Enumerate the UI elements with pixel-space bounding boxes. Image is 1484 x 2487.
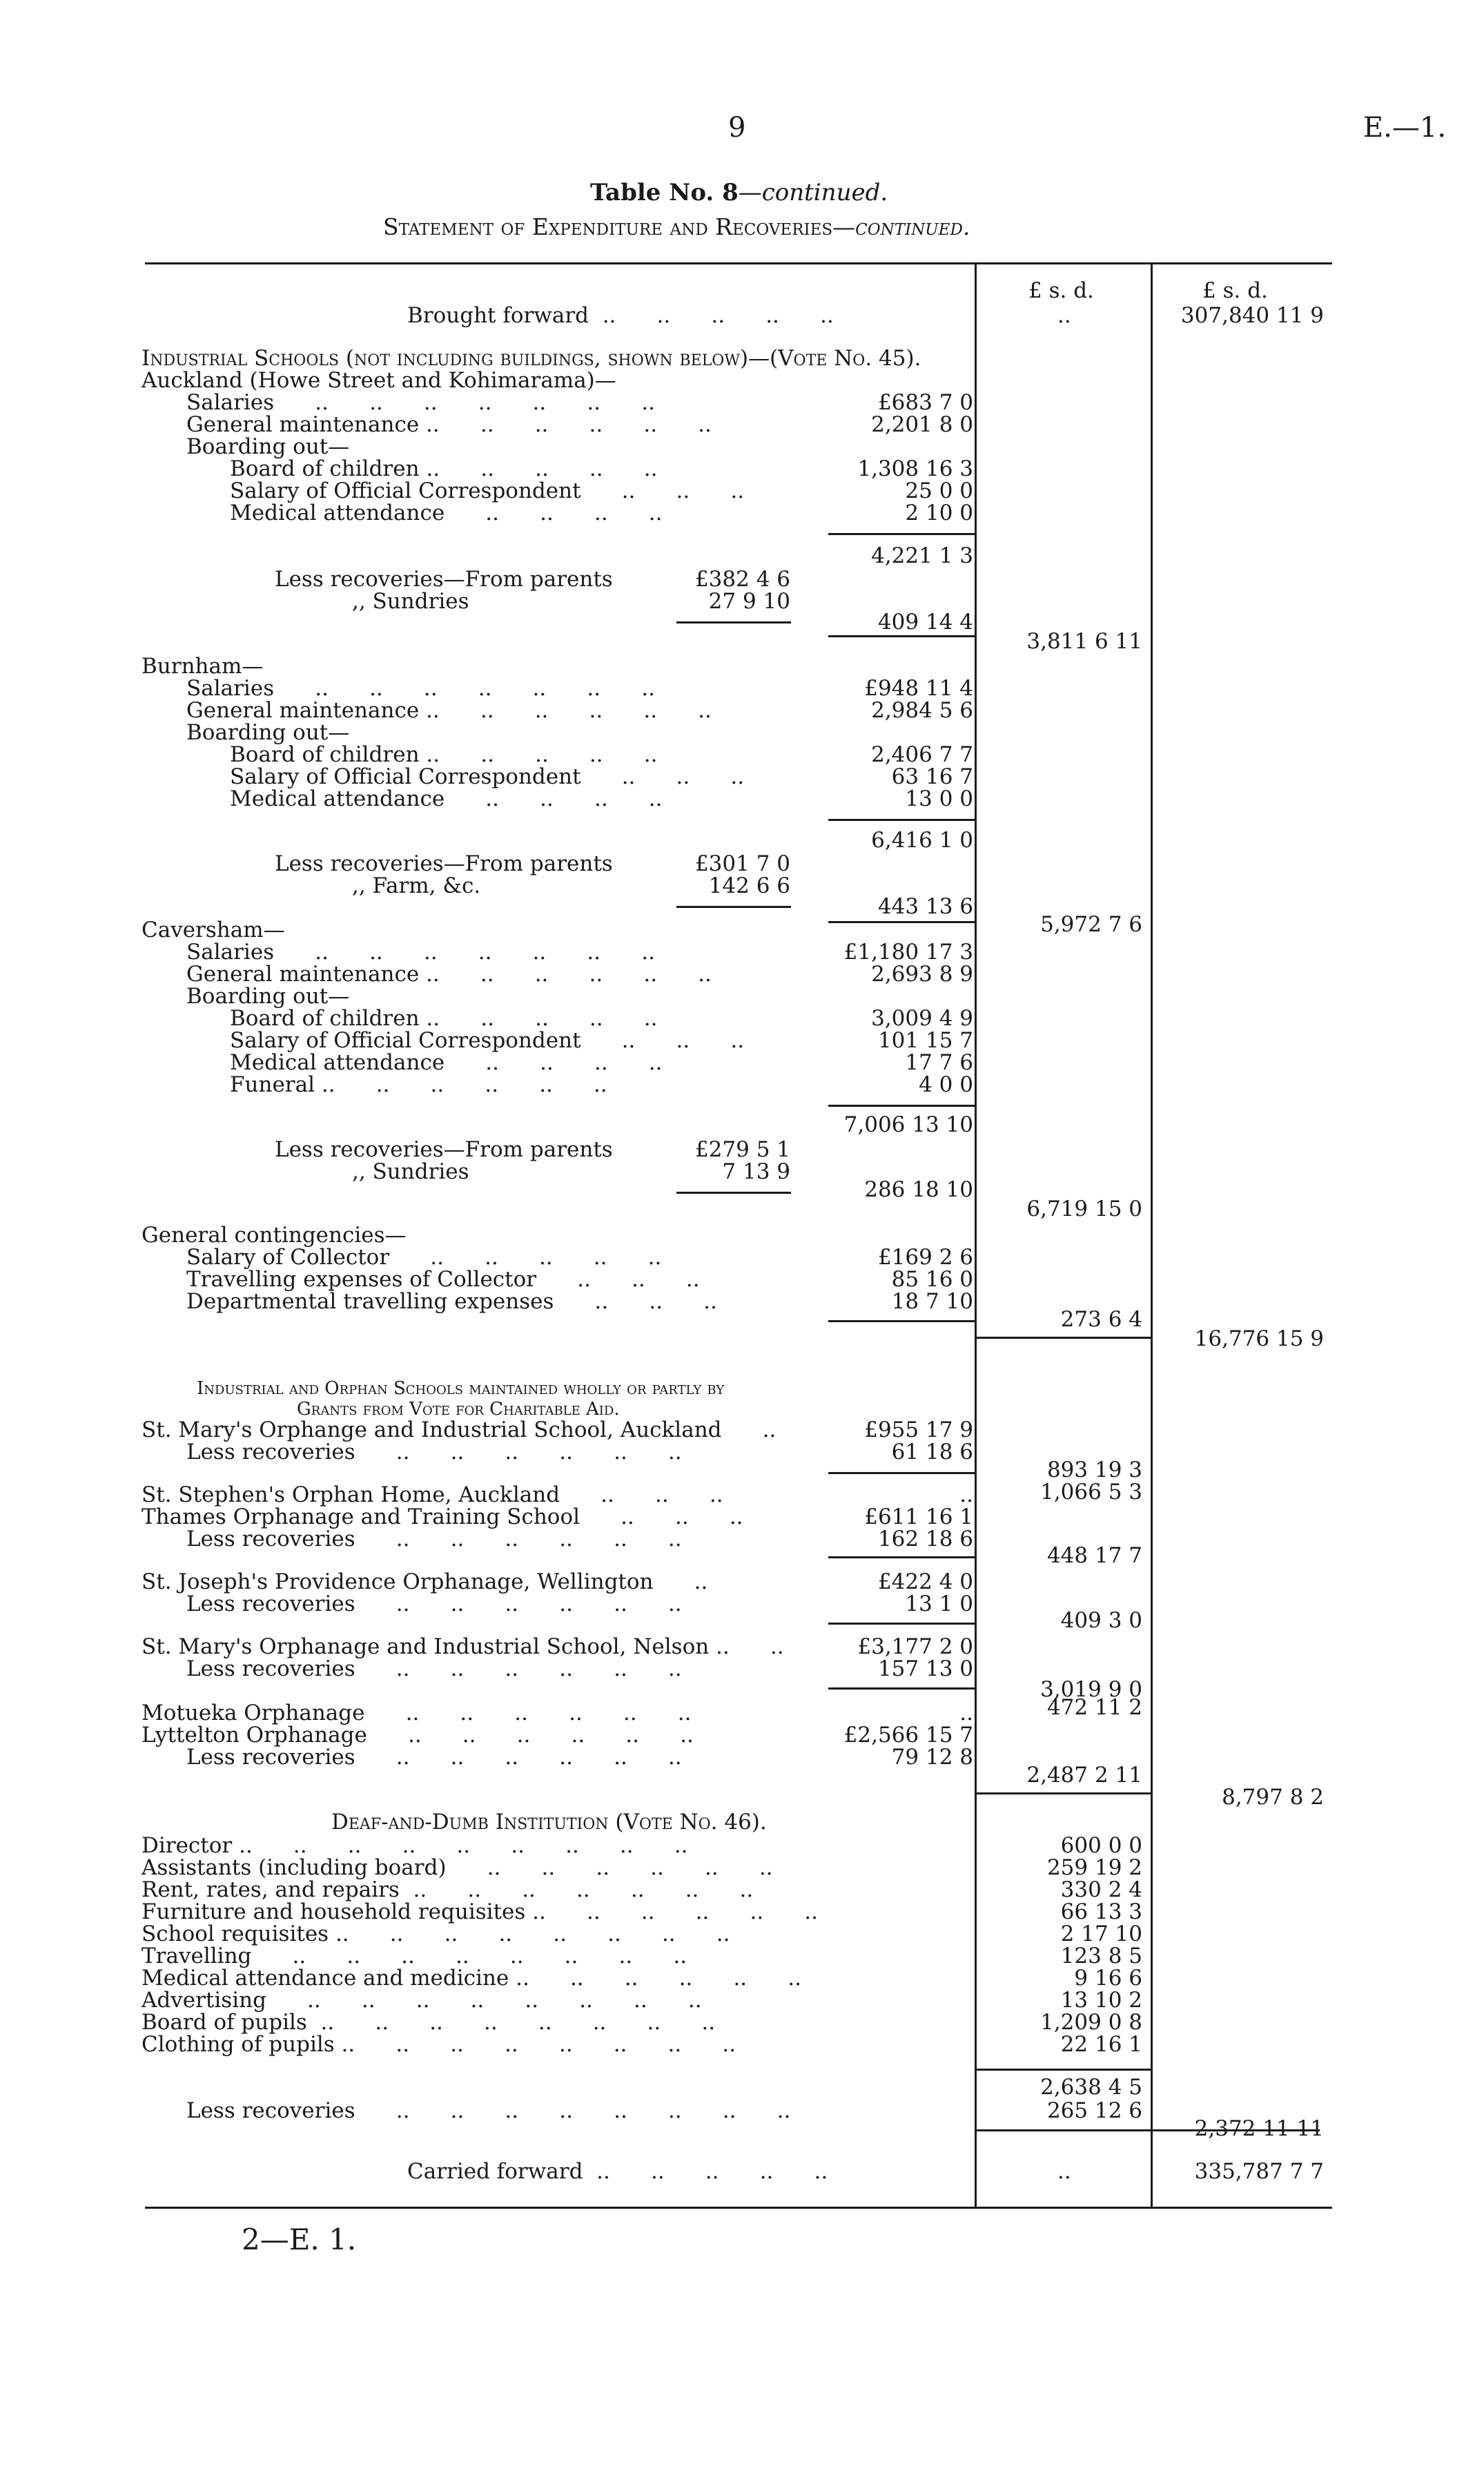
brought-forward-c4: 307,840 11 9 [1180,303,1324,328]
orphan-ststephen-gross: .. [959,1482,973,1507]
caversham-maint-value: 2,693 8 9 [871,962,973,987]
burnham-salaries-value: £948 11 4 [864,676,973,701]
rule [828,1623,975,1625]
caversham-medical-value: 17 7 6 [905,1050,973,1075]
rule [828,635,975,637]
caversham-board-value: 3,009 4 9 [871,1006,973,1031]
auckland-less1-value: £382 4 6 [694,567,790,592]
orphan-stjoseph-less-label: Less recoveries .. .. .. .. .. .. [186,1591,682,1616]
orphan-motueka-net: 472 11 2 [1046,1695,1142,1720]
auckland-corr-label: Salary of Official Correspondent .. .. .. [230,478,745,503]
orphan-smo-less: 61 18 6 [891,1440,973,1464]
orphan-lyttelton-label: Lyttelton Orphanage .. .. .. .. .. .. [141,1723,694,1748]
auckland-net: 3,811 6 11 [1026,629,1142,654]
col-divider-4 [1151,262,1153,2207]
rule [828,1556,975,1558]
caversham-less1-label: Less recoveries—From parents [275,1137,613,1162]
deaf-row-0-label: Director .. .. .. .. .. .. .. .. .. [141,1833,688,1858]
caversham-boarding-label: Boarding out— [186,984,350,1009]
rule [828,1687,975,1690]
caversham-less-total: 286 18 10 [864,1177,973,1202]
orphan-stjoseph-gross: £422 4 0 [877,1569,973,1594]
orphan-nelson-less: 157 13 0 [877,1656,973,1681]
col4-header: £ s. d. [1202,278,1268,303]
burnham-corr-value: 63 16 7 [891,764,973,789]
orphan-thames-less: 162 18 6 [877,1527,973,1551]
deaf-row-8-label: Board of pupils .. .. .. .. .. .. .. .. [141,2010,716,2035]
auckland-less-total: 409 14 4 [877,610,973,635]
orphan-smo-net: 893 19 3 [1046,1458,1142,1482]
top-rule [145,262,1332,264]
contingencies-heading: General contingencies— [141,1223,407,1248]
orphan-motueka-gross: .. [959,1701,973,1725]
auckland-total: 4,221 1 3 [871,543,973,568]
departmental-value: 18 7 10 [891,1289,973,1314]
caversham-less2-label: ,, Sundries [352,1159,469,1184]
deaf-row-3-value: 66 13 3 [1060,1899,1142,1924]
caversham-corr-value: 101 15 7 [877,1028,973,1053]
orphan-heading-1: Industrial and Orphan Schools maintained wholly or partly by [197,1378,725,1399]
deaf-row-7-value: 13 10 2 [1060,1988,1142,2013]
orphan-stjoseph-less: 13 1 0 [905,1591,973,1616]
burnham-salaries-label: Salaries .. .. .. .. .. .. .. [186,676,655,701]
orphan-lyttelton-less-label: Less recoveries .. .. .. .. .. .. [186,1745,682,1770]
orphan-ststephen-label: St. Stephen's Orphan Home, Auckland .. .. .. [141,1482,723,1507]
deaf-row-6-value: 9 16 6 [1074,1966,1142,1991]
orphan-nelson-less-label: Less recoveries .. .. .. .. .. .. [186,1656,682,1681]
burnham-boarding-label: Boarding out— [186,720,350,745]
caversham-funeral-label: Funeral .. .. .. .. .. .. [230,1072,607,1097]
auckland-maint-label: General maintenance .. .. .. .. .. .. [186,412,712,437]
caversham-salaries-value: £1,180 17 3 [843,940,973,965]
burnham-maint-label: General maintenance .. .. .. .. .. .. [186,698,712,723]
orphan-smo-label: St. Mary's Orphange and Industrial School, Auckland .. [141,1417,777,1442]
orphan-motueka-label: Motueka Orphanage .. .. .. .. .. .. [141,1701,692,1725]
deaf-less-label: Less recoveries .. .. .. .. .. .. .. .. [186,2098,791,2123]
auckland-board-label: Board of children .. .. .. .. .. [230,456,658,481]
orphan-ststephen-net: 1,066 5 3 [1040,1480,1142,1504]
carried-forward-label: Carried forward .. .. .. .. .. [407,2159,828,2184]
brought-forward-c3: .. [1057,303,1071,328]
deaf-row-4-value: 2 17 10 [1060,1922,1142,1946]
departmental-label: Departmental travelling expenses .. .. .. [186,1289,717,1314]
caversham-less2-value: 7 13 9 [722,1159,790,1184]
statement-title: Statement of Expenditure and Recoveries—continued. [383,213,970,240]
brought-forward-label: Brought forward .. .. .. .. .. [407,303,834,328]
caversham-funeral-value: 4 0 0 [919,1072,973,1097]
burnham-total: 6,416 1 0 [871,828,973,853]
caversham-salaries-label: Salaries .. .. .. .. .. .. .. [186,940,655,965]
bottom-rule [145,2207,1332,2209]
deaf-row-9-value: 22 16 1 [1060,2032,1142,2057]
carried-forward-c3: .. [1057,2159,1071,2184]
orphan-nelson-gross: £3,177 2 0 [857,1634,973,1659]
col3-header: £ s. d. [1028,278,1094,303]
deaf-row-2-value: 330 2 4 [1060,1877,1142,1902]
collector-value: £169 2 6 [877,1245,973,1270]
burnham-medical-value: 13 0 0 [905,786,973,811]
deaf-total: 2,638 4 5 [1040,2075,1142,2100]
auckland-medical-label: Medical attendance .. .. .. .. [230,501,663,525]
auckland-maint-value: 2,201 8 0 [871,412,973,437]
auckland-salaries-value: £683 7 0 [877,390,973,415]
orphan-thames-less-label: Less recoveries .. .. .. .. .. .. [186,1527,682,1551]
auckland-medical-value: 2 10 0 [905,501,973,525]
deaf-row-8-value: 1,209 0 8 [1040,2010,1142,2035]
orphan-smo-gross: £955 17 9 [864,1417,973,1442]
rule [828,1320,975,1322]
burnham-heading: Burnham— [141,654,264,679]
auckland-less1-label: Less recoveries—From parents [275,567,613,592]
deaf-row-7-label: Advertising .. .. .. .. .. .. .. .. [141,1988,702,2013]
rule [975,1337,1151,1339]
burnham-less2-value: 142 6 6 [708,873,790,898]
burnham-board-label: Board of children .. .. .. .. .. [230,742,658,767]
auckland-corr-value: 25 0 0 [905,478,973,503]
deaf-row-3-label: Furniture and household requisites .. .. .. .. .. .. [141,1899,819,1924]
orphan-total: 8,797 8 2 [1222,1785,1324,1810]
orphan-nelson-label: St. Mary's Orphanage and Industrial School, Nelson .. .. [141,1634,784,1659]
auckland-board-value: 1,308 16 3 [857,456,973,481]
burnham-less1-label: Less recoveries—From parents [275,851,613,876]
orphan-thames-net: 448 17 7 [1046,1543,1142,1568]
rule [828,1105,975,1107]
page-number: 9 [728,112,746,144]
auckland-salaries-label: Salaries .. .. .. .. .. .. .. [186,390,655,415]
deaf-row-1-value: 259 19 2 [1046,1855,1142,1880]
industrial-heading: Industrial Schools (not including buildings, shown below)—(Vote No. 45). [141,346,921,371]
orphan-thames-gross: £611 16 1 [864,1504,973,1529]
orphan-heading-2: Grants from Vote for Charitable Aid. [297,1399,620,1420]
deaf-row-2-label: Rent, rates, and repairs .. .. .. .. .. .. .. [141,1877,754,1902]
orphan-stjoseph-label: St. Joseph's Providence Orphanage, Wellington .. [141,1569,708,1594]
deaf-row-4-label: School requisites .. .. .. .. .. .. .. .. [141,1922,730,1946]
auckland-heading: Auckland (Howe Street and Kohimarama)— [141,368,616,393]
caversham-board-label: Board of children .. .. .. .. .. [230,1006,658,1031]
burnham-less2-label: ,, Farm, &c. [352,873,481,898]
auckland-less2-label: ,, Sundries [352,589,469,614]
deaf-row-1-label: Assistants (including board) .. .. .. .. .. .. [141,1855,773,1880]
deaf-row-9-label: Clothing of pupils .. .. .. .. .. .. .. .. [141,2032,736,2057]
contingencies-net: 273 6 4 [1060,1307,1142,1332]
rule [828,921,975,923]
collector-label: Salary of Collector .. .. .. .. .. [186,1245,662,1270]
caversham-maint-label: General maintenance .. .. .. .. .. .. [186,962,712,987]
orphan-thames-label: Thames Orphanage and Training School .. .. .. [141,1504,743,1529]
rule [676,906,791,908]
deaf-less-value: 265 12 6 [1046,2098,1142,2123]
table-title: Table No. 8—continued. [590,179,888,206]
travelling-collector-value: 85 16 0 [891,1267,973,1292]
orphan-smo-less-label: Less recoveries .. .. .. .. .. .. [186,1440,682,1464]
rule [975,2069,1151,2071]
burnham-net: 5,972 7 6 [1040,912,1142,937]
rule [828,819,975,821]
caversham-corr-label: Salary of Official Correspondent .. .. .. [230,1028,745,1053]
doc-ref: E.—1. [1363,112,1447,144]
col-divider-3 [975,262,977,2207]
industrial-grand-total: 16,776 15 9 [1194,1326,1324,1351]
deaf-row-6-label: Medical attendance and medicine .. .. .. .. .. .. [141,1966,801,1991]
burnham-corr-label: Salary of Official Correspondent .. .. .. [230,764,745,789]
deaf-row-0-value: 600 0 0 [1060,1833,1142,1858]
carried-forward-c4: 335,787 7 7 [1194,2159,1324,2184]
burnham-less-total: 443 13 6 [877,894,973,919]
rule [676,621,791,623]
caversham-net: 6,719 15 0 [1026,1197,1142,1221]
burnham-less1-value: £301 7 0 [694,851,790,876]
burnham-board-value: 2,406 7 7 [871,742,973,767]
caversham-total: 7,006 13 10 [843,1112,973,1137]
orphan-lyttelton-net: 2,487 2 11 [1026,1763,1142,1788]
caversham-less1-value: £279 5 1 [694,1137,790,1162]
orphan-nelson-net: 3,019 9 0 [1040,1677,1142,1702]
orphan-lyttelton-gross: £2,566 15 7 [843,1723,973,1748]
travelling-collector-label: Travelling expenses of Collector .. .. .. [186,1267,700,1292]
caversham-heading: Caversham— [141,918,285,942]
deaf-row-5-value: 123 8 5 [1060,1944,1142,1968]
rule [975,1792,1151,1794]
auckland-boarding-label: Boarding out— [186,434,350,459]
burnham-medical-label: Medical attendance .. .. .. .. [230,786,663,811]
deaf-row-5-label: Travelling .. .. .. .. .. .. .. .. [141,1944,687,1968]
orphan-stjoseph-net: 409 3 0 [1060,1608,1142,1633]
orphan-lyttelton-less: 79 12 8 [891,1745,973,1770]
rule [828,1472,975,1474]
deaf-net: 2,372 11 11 [1194,2116,1324,2141]
rule [828,533,975,535]
burnham-maint-value: 2,984 5 6 [871,698,973,723]
deaf-heading: Deaf-and-Dumb Institution (Vote No. 46). [331,1810,767,1835]
auckland-less2-value: 27 9 10 [708,589,790,614]
footer-signature: 2—E. 1. [242,2223,357,2256]
caversham-medical-label: Medical attendance .. .. .. .. [230,1050,663,1075]
rule [676,1192,791,1194]
